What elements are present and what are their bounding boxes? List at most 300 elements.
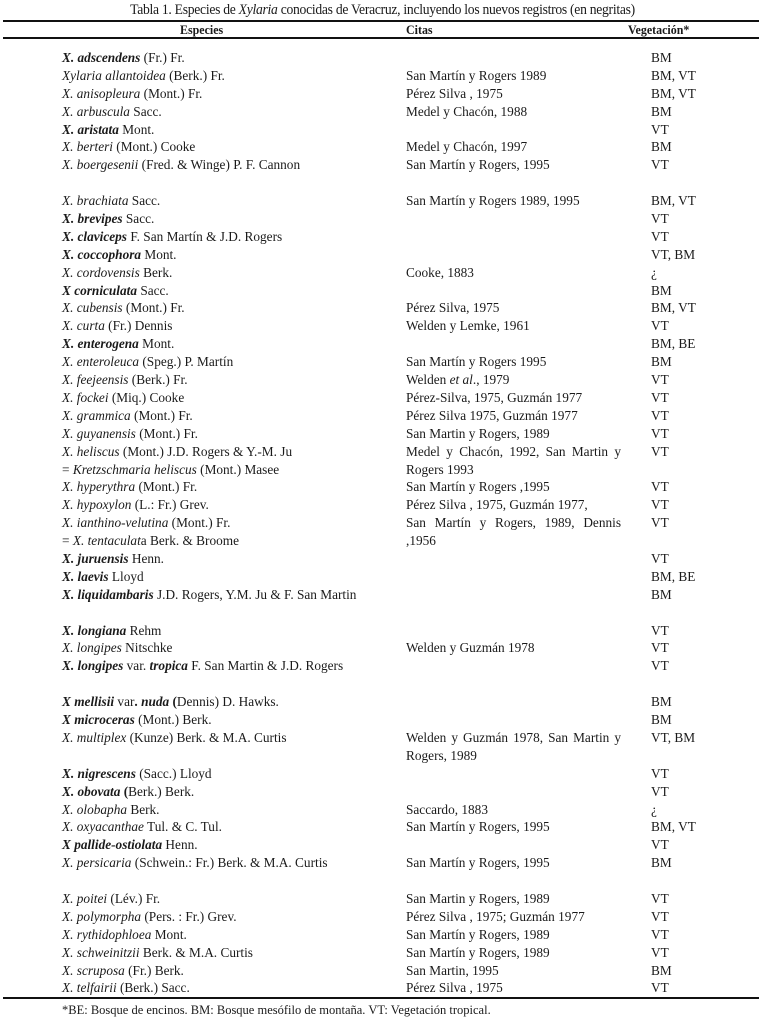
text-segment: X. boergesenii [62, 157, 139, 173]
vegetation-cell: VT, BM [651, 729, 696, 745]
vegetation-cell: VT [651, 443, 669, 459]
text-segment: (Fr.) Berk. [124, 962, 184, 978]
caption-prefix: Tabla 1. Especies de [130, 2, 239, 18]
text-segment: (Speg.) P. Martín [139, 354, 234, 370]
citations-cell [406, 962, 621, 980]
table-row [0, 962, 765, 980]
text-segment: Pérez-Silva, 1975, Guzmán 1977 [406, 389, 583, 405]
vegetation-cell: BM, BE [651, 336, 696, 352]
citations-cell [406, 389, 621, 407]
text-segment: San Martín y Rogers, 1995 [406, 157, 550, 173]
vegetation-cell: BM, VT [651, 193, 696, 209]
citations-cell [406, 926, 621, 944]
text-segment: (Mont.) Masee [196, 461, 280, 477]
text-segment: Berk.) Berk. [128, 783, 195, 799]
text-segment: X. hyperythra [62, 479, 136, 495]
text-segment: X mellisii [62, 694, 115, 710]
vegetation-cell: BM [651, 282, 672, 298]
table-row [0, 192, 765, 210]
text-segment: San Martin, 1995 [406, 962, 499, 978]
text-segment: X. grammica [62, 407, 131, 423]
species-cell [62, 103, 362, 121]
text-segment: X. scruposa [62, 962, 125, 978]
vegetation-cell: VT [651, 515, 669, 531]
text-segment: Medel y Chacón, 1997 [406, 139, 528, 155]
text-segment: X. claviceps [62, 228, 127, 244]
text-segment: (Fr.) Fr. [140, 50, 185, 65]
species-cell [62, 550, 362, 568]
vegetation-cell: VT [651, 783, 669, 799]
table-row [0, 407, 765, 425]
citations-cell [406, 818, 621, 836]
text-segment: X. enterogena [62, 336, 139, 352]
citations-cell [406, 156, 621, 174]
species-cell [62, 192, 362, 210]
table-row [0, 765, 765, 783]
text-segment: (Sacc.) Lloyd [135, 765, 212, 781]
text-segment: X. coccophora [62, 246, 142, 262]
text-segment: San Martín y Rogers, 1989 [406, 926, 550, 942]
species-cell [62, 962, 362, 980]
citations-cell [406, 979, 621, 997]
citations-cell [406, 514, 621, 550]
text-segment: Berk. [139, 264, 173, 280]
text-segment: (Mont.) Berk. [134, 712, 212, 728]
text-segment: X. hypoxylon [62, 497, 132, 513]
text-segment: (Mont.) Cooke [112, 139, 196, 155]
text-segment: X. poitei [62, 890, 108, 906]
text-segment: X pallide-ostiolata [62, 837, 163, 853]
vegetation-cell: BM, VT [651, 819, 696, 835]
text-segment: var [114, 694, 135, 710]
text-segment: San Martín y Rogers, 1989, Dennis ,1956 [406, 515, 621, 549]
citations-cell [406, 67, 621, 85]
table-row [0, 729, 765, 765]
text-segment: X. guyanensis [62, 425, 136, 441]
text-segment: X. brachiata [62, 193, 129, 209]
text-segment: Pérez Silva , 1975 [406, 85, 503, 101]
table-row [0, 514, 765, 550]
table-row [0, 103, 765, 121]
citations-cell [406, 425, 621, 443]
table-row [0, 246, 765, 264]
text-segment: Rehm [126, 622, 162, 638]
vegetation-cell: BM, VT [651, 67, 696, 83]
citations-cell [406, 944, 621, 962]
vegetation-cell: BM [651, 354, 672, 370]
text-segment: ( [172, 694, 177, 710]
species-cell [62, 890, 362, 908]
text-segment: Welden y Guzmán 1978 [406, 640, 535, 656]
table-body [0, 49, 765, 997]
citations-cell [406, 729, 621, 765]
text-segment: Lloyd [108, 568, 144, 584]
text-segment: (Mont.) Fr. [135, 425, 198, 441]
table-row [0, 210, 765, 228]
table-row [0, 156, 765, 192]
species-cell [62, 443, 362, 479]
vegetation-cell: VT [651, 926, 669, 942]
table-row [0, 550, 765, 568]
text-segment: X. nigrescens [62, 765, 136, 781]
text-segment: Cooke, 1883 [406, 264, 474, 280]
vegetation-cell: BM [651, 139, 672, 155]
vegetation-cell: VT [651, 622, 669, 638]
text-segment: San Martin y Rogers, 1989 [406, 890, 550, 906]
text-segment: Sacc. [137, 282, 169, 298]
vegetation-cell: VT, BM [651, 246, 696, 262]
species-cell [62, 389, 362, 407]
text-segment: (Lév.) Fr. [107, 890, 161, 906]
table-row [0, 568, 765, 586]
citations-cell [406, 801, 621, 819]
table-row [0, 443, 765, 479]
text-segment: = [62, 533, 73, 549]
text-segment: Pérez Silva , 1975, Guzmán 1977, [406, 497, 588, 513]
species-cell [62, 407, 362, 425]
text-segment: X. obovata [62, 783, 121, 799]
vegetation-cell: BM [651, 712, 672, 728]
text-segment: (Schwein.: Fr.) Berk. & M.A. Curtis [131, 855, 328, 871]
text-segment: X. adscendens [62, 50, 141, 65]
species-cell [62, 335, 362, 353]
text-segment: ( [123, 783, 129, 799]
table-row [0, 85, 765, 103]
text-segment: X. juruensis [62, 550, 129, 566]
text-segment: (Berk.) Fr. [165, 67, 225, 83]
table-footnote: *BE: Bosque de encinos. BM: Bosque mesófilo de montaña. VT: Vegetación tropical. [62, 1003, 491, 1017]
text-segment: X. longipes [62, 658, 124, 674]
text-segment: X corniculata [62, 282, 137, 298]
species-cell [62, 908, 362, 926]
text-segment: San Martín y Rogers 1989 [406, 67, 547, 83]
table-row [0, 586, 765, 622]
vegetation-cell: VT [651, 121, 669, 137]
species-cell [62, 729, 362, 747]
vegetation-cell: VT [651, 640, 669, 656]
table-row [0, 335, 765, 353]
citations-cell [406, 478, 621, 496]
text-segment: Mont. [151, 926, 187, 942]
species-cell [62, 425, 362, 443]
text-segment: X. oxyacanthae [62, 819, 144, 835]
species-cell [62, 801, 362, 819]
vegetation-cell: BM, BE [651, 568, 696, 584]
text-segment: San Martín y Rogers 1989, 1995 [406, 193, 580, 209]
text-segment: a Berk. & Broome [140, 533, 240, 549]
text-segment: Kretzschmaria heliscus [72, 461, 197, 477]
text-segment: X. berteri [62, 139, 113, 155]
species-cell [62, 228, 362, 246]
vegetation-cell: VT [651, 318, 669, 334]
text-segment: San Martin y Rogers, 1989 [406, 425, 550, 441]
text-segment: San Martín y Rogers ,1995 [406, 479, 550, 495]
text-segment: Berk. & M.A. Curtis [139, 944, 253, 960]
species-cell [62, 926, 362, 944]
text-segment: (Mont.) Fr. [130, 407, 193, 423]
text-segment: Pérez Silva, 1975 [406, 300, 500, 316]
citations-cell [406, 353, 621, 371]
citations-cell [406, 443, 621, 479]
text-segment: Dennis) D. Hawks. [176, 694, 279, 710]
species-cell [62, 138, 362, 156]
vegetation-cell: VT [651, 407, 669, 423]
table-row [0, 264, 765, 282]
citations-cell [406, 264, 621, 282]
text-segment: Medel y Chacón, 1992, San Martin y Rogers 1993 [406, 443, 621, 477]
text-segment: Tul. & C. Tul. [143, 819, 222, 835]
table-row [0, 836, 765, 854]
text-segment: . [134, 694, 138, 710]
table-row [0, 138, 765, 156]
text-segment: Saccardo, 1883 [406, 801, 488, 817]
table-header-row [0, 21, 765, 37]
citations-cell [406, 317, 621, 335]
species-cell [62, 282, 362, 300]
header-vegetation: Vegetación* [628, 22, 690, 37]
vegetation-cell: ¿ [651, 264, 657, 280]
text-segment: (L.: Fr.) Grev. [131, 497, 209, 513]
header-species: Especies [180, 22, 224, 37]
table-row [0, 496, 765, 514]
text-segment: (Mont.) Fr. [135, 479, 198, 495]
species-cell [62, 246, 362, 264]
table-row [0, 783, 765, 801]
vegetation-cell: BM [651, 103, 672, 119]
citations-cell [406, 854, 621, 872]
text-segment: Welden y Lemke, 1961 [406, 318, 530, 334]
table-row [0, 979, 765, 997]
table-row [0, 121, 765, 139]
text-segment: X. longipes [62, 640, 122, 656]
text-segment: (Berk.) Fr. [128, 372, 188, 388]
text-segment: X. rythidophloea [62, 926, 152, 942]
vegetation-cell: ¿ [651, 801, 657, 817]
species-cell [62, 156, 362, 174]
text-segment: Henn. [162, 837, 198, 853]
species-cell [62, 639, 362, 657]
citations-cell [406, 890, 621, 908]
vegetation-cell: VT [651, 372, 669, 388]
table-row [0, 711, 765, 729]
citations-cell [406, 371, 621, 389]
text-segment: X. arbuscula [62, 103, 130, 119]
species-cell [62, 783, 362, 801]
text-segment: San Martín y Rogers 1995 [406, 354, 547, 370]
text-segment: X. ianthino-velutina [62, 515, 169, 531]
text-segment: X. heliscus [62, 443, 120, 459]
table-row [0, 657, 765, 693]
text-segment: X. anisopleura [62, 85, 141, 101]
species-cell [62, 568, 362, 586]
header-citations: Citas [406, 22, 433, 37]
table-row [0, 282, 765, 300]
citations-cell [406, 299, 621, 317]
species-cell [62, 818, 362, 836]
citations-cell [406, 496, 621, 514]
text-segment: (Mont.) Fr. [122, 300, 185, 316]
vegetation-cell: BM [651, 855, 672, 871]
text-segment: Henn. [128, 550, 164, 566]
species-cell [62, 836, 362, 854]
text-segment: (Pers. : Fr.) Grev. [141, 908, 237, 924]
text-segment: Xylaria allantoidea [62, 67, 166, 83]
caption-suffix: conocidas de Veracruz, incluyendo los nuevos registros (en negritas) [277, 2, 635, 18]
species-cell [62, 264, 362, 282]
species-cell [62, 353, 362, 371]
table-row [0, 425, 765, 443]
citations-cell [406, 103, 621, 121]
text-segment: (Miq.) Cooke [108, 389, 185, 405]
species-cell [62, 121, 362, 139]
text-segment: Nitschke [121, 640, 173, 656]
species-cell [62, 979, 362, 997]
vegetation-cell: BM, VT [651, 85, 696, 101]
table-row [0, 389, 765, 407]
species-cell [62, 622, 362, 640]
text-segment: Sacc. [122, 211, 155, 227]
text-segment: Sacc. [128, 193, 161, 209]
species-cell [62, 299, 362, 317]
vegetation-cell: VT [651, 228, 669, 244]
text-segment: San Martín y Rogers, 1989 [406, 944, 550, 960]
table-row [0, 639, 765, 657]
citations-cell [406, 639, 621, 657]
table-row [0, 926, 765, 944]
table-row [0, 49, 765, 67]
bottom-rule [3, 997, 759, 999]
text-segment: San Martín y Rogers, 1995 [406, 819, 550, 835]
vegetation-cell: VT [651, 944, 669, 960]
species-cell [62, 514, 362, 550]
table-row [0, 353, 765, 371]
vegetation-cell: BM [651, 694, 672, 710]
table-row [0, 478, 765, 496]
text-segment: ., 1979 [472, 372, 510, 388]
header-rule [3, 37, 759, 39]
text-segment: var. [123, 658, 150, 674]
text-segment: X. curta [62, 318, 105, 334]
vegetation-cell: VT [651, 550, 669, 566]
text-segment: = [62, 461, 73, 477]
vegetation-cell: VT [651, 425, 669, 441]
table-caption [23, 2, 742, 19]
species-cell [62, 586, 362, 604]
text-segment: nuda [141, 694, 170, 710]
species-cell [62, 944, 362, 962]
text-segment: X. longiana [62, 622, 127, 638]
text-segment: Pérez Silva , 1975 [406, 980, 503, 996]
text-segment: X microceras [62, 712, 135, 728]
text-segment: F. San Martin & J.D. Rogers [187, 658, 344, 674]
vegetation-cell: VT [651, 497, 669, 513]
text-segment: (Fr.) Dennis [104, 318, 173, 334]
text-segment: X. multiplex [62, 729, 127, 745]
text-segment: Mont. [118, 121, 155, 137]
table-row [0, 944, 765, 962]
species-cell [62, 854, 362, 872]
table-row [0, 622, 765, 640]
text-segment: Medel y Chacón, 1988 [406, 103, 528, 119]
text-segment: X. aristata [62, 121, 119, 137]
species-cell [62, 657, 362, 675]
text-segment: Pérez Silva 1975, Guzmán 1977 [406, 407, 578, 423]
vegetation-cell: VT [651, 157, 669, 173]
table-row [0, 801, 765, 819]
text-segment: (Berk.) Sacc. [116, 980, 190, 996]
vegetation-cell: VT [651, 211, 669, 227]
text-segment: J.D. Rogers, Y.M. Ju & F. San Martin [153, 586, 357, 602]
text-segment: X. feejeensis [62, 372, 129, 388]
table-row [0, 854, 765, 890]
text-segment: (Kunze) Berk. & M.A. Curtis [126, 729, 287, 745]
vegetation-cell: VT [651, 479, 669, 495]
vegetation-cell: BM, VT [651, 300, 696, 316]
vegetation-cell: BM [651, 50, 672, 65]
text-segment: (Fred. & Winge) P. F. Cannon [138, 157, 301, 173]
text-segment: X. brevipes [62, 211, 123, 227]
species-cell [62, 693, 362, 711]
table-row [0, 67, 765, 85]
text-segment: Welden [406, 372, 450, 388]
citations-cell [406, 192, 621, 210]
text-segment: Mont. [141, 246, 177, 262]
species-cell [62, 210, 362, 228]
citations-cell [406, 407, 621, 425]
text-segment: et al [449, 372, 473, 388]
species-cell [62, 371, 362, 389]
species-cell [62, 711, 362, 729]
species-cell [62, 49, 362, 67]
text-segment: Welden y Guzmán 1978, San Martin y Rogers, 1989 [406, 729, 621, 763]
caption-genus: Xylaria [238, 2, 278, 18]
vegetation-cell: VT [651, 980, 669, 996]
text-segment: F. San Martín & J.D. Rogers [127, 228, 283, 244]
vegetation-cell: VT [651, 389, 669, 405]
vegetation-cell: VT [651, 837, 669, 853]
table-row [0, 818, 765, 836]
text-segment: X. enteroleuca [62, 354, 140, 370]
text-segment: tropica [149, 658, 188, 674]
text-segment: (Mont.) J.D. Rogers & Y.-M. Ju [119, 443, 293, 459]
text-segment: X. liquidambaris [62, 586, 154, 602]
species-cell [62, 478, 362, 496]
text-segment: X. tentaculat [72, 533, 141, 549]
table-row [0, 908, 765, 926]
vegetation-cell: VT [651, 765, 669, 781]
text-segment: San Martín y Rogers, 1995 [406, 855, 550, 871]
text-segment: (Mont.) Fr. [168, 515, 231, 531]
species-cell [62, 67, 362, 85]
vegetation-cell: BM [651, 586, 672, 602]
text-segment: Mont. [138, 336, 175, 352]
vegetation-cell: VT [651, 890, 669, 906]
text-segment: X. cubensis [62, 300, 123, 316]
table-row [0, 317, 765, 335]
vegetation-cell: BM [651, 962, 672, 978]
text-segment: X. fockei [62, 389, 109, 405]
text-segment: (Mont.) Fr. [140, 85, 203, 101]
table-row [0, 890, 765, 908]
table-row [0, 299, 765, 317]
text-segment: X. cordovensis [62, 264, 140, 280]
text-segment: X. polymorpha [62, 908, 142, 924]
text-segment: X. persicaria [62, 855, 132, 871]
text-segment: X. telfairii [62, 980, 117, 996]
species-cell [62, 496, 362, 514]
table-row [0, 228, 765, 246]
text-segment: X. olobapha [62, 801, 128, 817]
